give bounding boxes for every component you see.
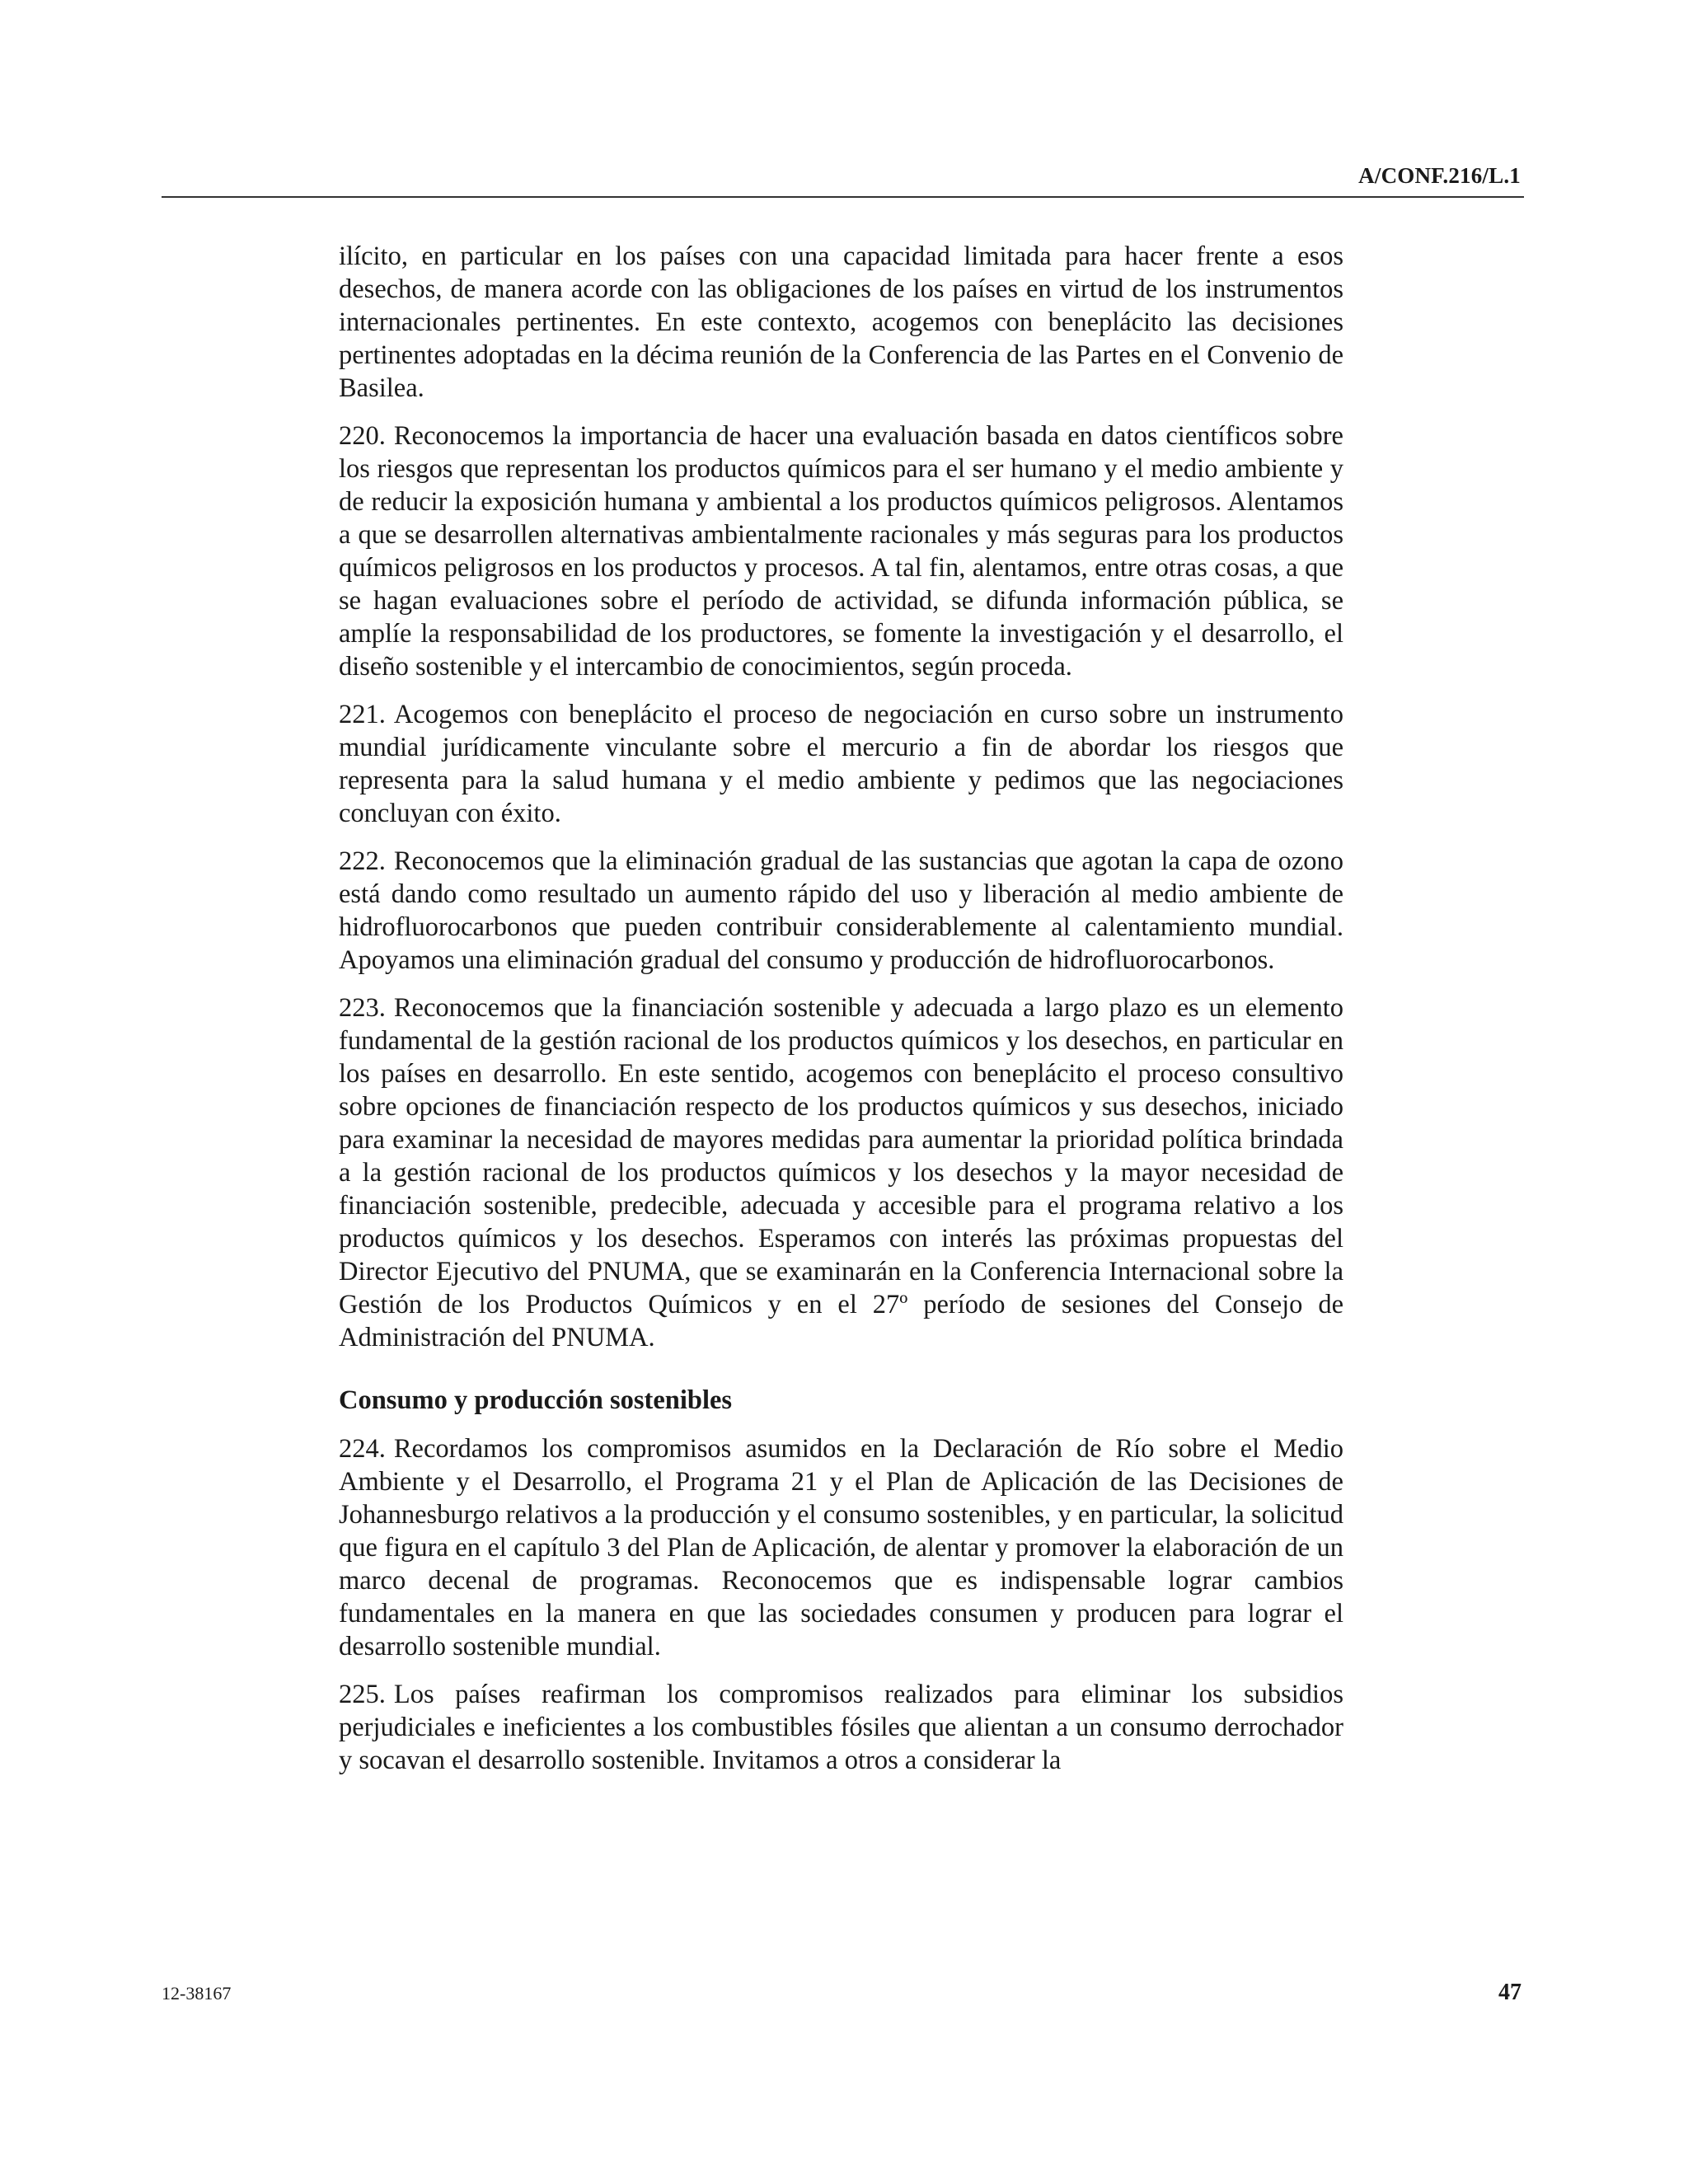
- continuation-paragraph: ilícito, en particular en los países con una capacidad limitada para hacer frente a esos desechos, de manera acorde con las obligaciones de los países en virtud de los instrumentos internacionales pertinentes. En este contexto, acogemos con beneplácito las decisiones pertinentes adoptadas en la décima reunión de la Conferencia de las Partes en el Convenio de Basilea.: [339, 241, 1343, 403]
- paragraph-text: Recordamos los compromisos asumidos en la Declaración de Río sobre el Medio Ambiente y el Desarrollo, el Programa 21 y el Plan de Aplicación de las Decisiones de Johannesburgo relativos a la producción y el consumo sostenibles, y en particular, la solicitud que figura en el capítulo 3 del Plan de Aplicación, de alentar y promover la elaboración de un marco decenal de programas. Reconocemos que es indispensable lograr cambios fundamentales en la manera en que las sociedades consumen y producen para lograr el desarrollo sostenible mundial.: [339, 1434, 1343, 1661]
- paragraph-number: 225.: [339, 1680, 386, 1709]
- paragraph-222: [339, 845, 1343, 977]
- paragraph-220: [339, 419, 1343, 683]
- paragraph-number: 220.: [339, 421, 386, 451]
- footer-document-number: 12-38167: [162, 1983, 232, 2004]
- paragraph-text: Acogemos con beneplácito el proceso de negociación en curso sobre un instrumento mundial jurídicamente vinculante sobre el mercurio a fin de abordar los riesgos que representa para la salud humana y el medio ambiente y pedimos que las negociaciones concluyan con éxito.: [339, 700, 1343, 828]
- paragraph-223: [339, 991, 1343, 1354]
- paragraph-224: [339, 1432, 1343, 1663]
- document-symbol: A/CONF.216/L.1: [1358, 163, 1521, 188]
- paragraph-number: 223.: [339, 993, 386, 1023]
- paragraph-text: Los países reafirman los compromisos realizados para eliminar los subsidios perjudiciales e ineficientes a los combustibles fósiles que alientan a un consumo derrochador y socavan el desarrollo sostenible. Invitamos a otros a considerar la: [339, 1680, 1343, 1775]
- section-heading: Consumo y producción sostenibles: [339, 1385, 733, 1415]
- document-body: [339, 240, 1343, 1792]
- paragraph-number: 221.: [339, 700, 386, 729]
- paragraph-221: [339, 698, 1343, 830]
- paragraph-text: Reconocemos que la eliminación gradual de las sustancias que agotan la capa de ozono está dando como resultado un aumento rápido del uso y liberación al medio ambiente de hidrofluorocarbonos que pueden contribuir considerablemente al calentamiento mundial. Apoyamos una eliminación gradual del consumo y producción de hidrofluorocarbonos.: [339, 846, 1343, 975]
- paragraph-text: Reconocemos que la financiación sostenible y adecuada a largo plazo es un elemento fundamental de la gestión racional de los productos químicos y los desechos, en particular en los países en desarrollo. En este sentido, acogemos con beneplácito el proceso consultivo sobre opciones de financiación respecto de los productos químicos y sus desechos, iniciado para examinar la necesidad de mayores medidas para aumentar la prioridad política brindada a la gestión racional de los productos químicos y los desechos y la mayor necesidad de financiación sostenible, predecible, adecuada y accesible para el programa relativo a los productos químicos y los desechos. Esperamos con interés las próximas propuestas del Director Ejecutivo del PNUMA, que se examinarán en la Conferencia Internacional sobre la Gestión de los Productos Químicos y en el 27º período de sesiones del Consejo de Administración del PNUMA.: [339, 993, 1343, 1352]
- paragraph-number: 224.: [339, 1434, 386, 1464]
- header-divider: [162, 196, 1524, 198]
- page-number: 47: [1498, 1980, 1522, 2005]
- paragraph-225: [339, 1678, 1343, 1777]
- paragraph-text: Reconocemos la importancia de hacer una evaluación basada en datos científicos sobre los riesgos que representan los productos químicos para el ser humano y el medio ambiente y de reducir la exposición humana y ambiental a los productos químicos peligrosos. Alentamos a que se desarrollen alternativas ambientalmente racionales y más seguras para los productos químicos peligrosos en los productos y procesos. A tal fin, alentamos, entre otras cosas, a que se hagan evaluaciones sobre el período de actividad, se difunda información pública, se amplíe la responsabilidad de los productores, se fomente la investigación y el desarrollo, el diseño sostenible y el intercambio de conocimientos, según proceda.: [339, 421, 1343, 682]
- paragraph-number: 222.: [339, 846, 386, 876]
